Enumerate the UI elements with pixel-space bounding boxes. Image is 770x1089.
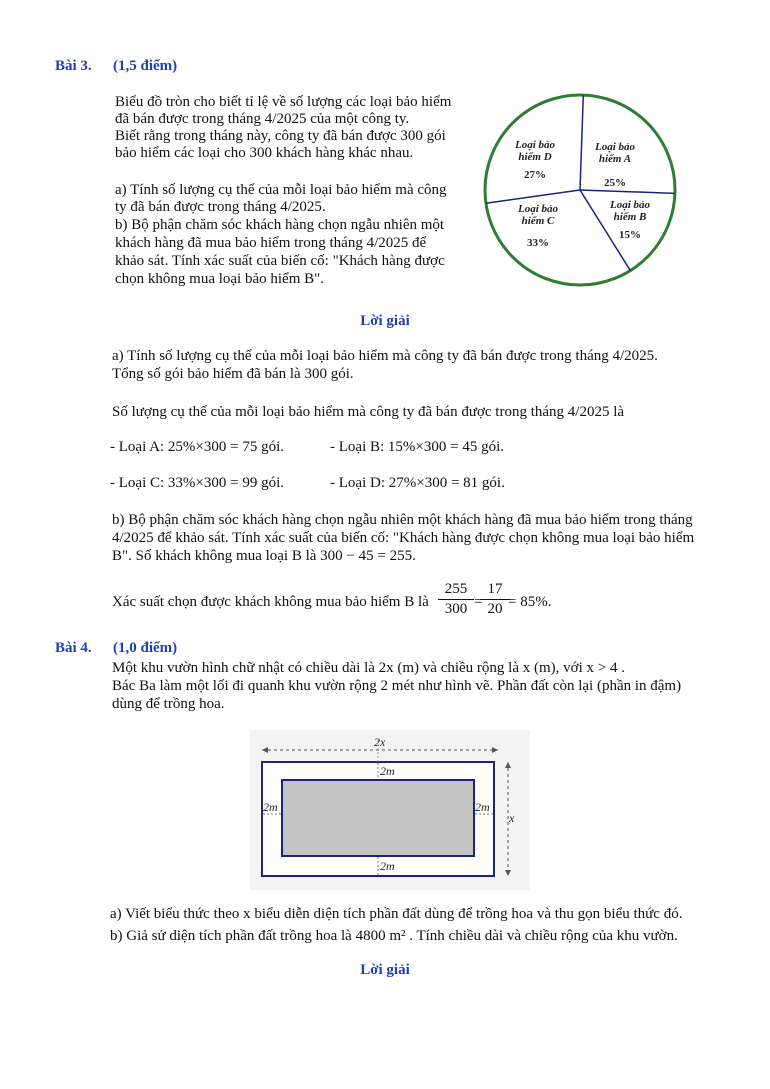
pie-pct-c: 33%: [527, 237, 549, 249]
garden-figure: [250, 730, 530, 890]
fraction-denominator: 300: [444, 601, 468, 617]
pie-label-d-line1: Loại bảo: [514, 139, 556, 151]
pie-label-c-line1: Loại bảo: [517, 203, 559, 215]
calc-type-c: - Loại C: 33%×300 = 99 gói.: [110, 475, 284, 491]
bai3-question-5: khảo sát. Tính xác suất của biến cố: "Khách hàng được: [115, 253, 445, 269]
bai4-title: Bài 4.: [55, 640, 92, 656]
sol-a-line-3: Số lượng cụ thể của mỗi loại bảo hiểm mà công ty đã bán được trong tháng 4/2025 là: [112, 404, 625, 420]
bai4-intro-2: Bác Ba làm một lối đi quanh khu vườn rộng 2 mét như hình vẽ. Phần đất còn lại (phần in đậm): [112, 678, 682, 694]
pie-chart: [480, 90, 680, 290]
pie-label-d-line2: hiểm D: [518, 151, 552, 163]
fraction-17-20: [480, 581, 510, 618]
fraction-denominator: 20: [487, 601, 503, 617]
bai3-question-6: chọn không mua loại bảo hiểm B".: [115, 271, 325, 287]
bai3-question-3: b) Bộ phận chăm sóc khách hàng chọn ngẫu nhiên một: [115, 217, 445, 233]
sol-b-line-3: B". Số khách không mua loại B là 300 − 45 = 255.: [112, 548, 416, 564]
sol-b-line-2: 4/2025 để khảo sát. Tính xác suất của biến cố: "Khách hàng được chọn không mua loại bảo hiểm: [112, 530, 695, 546]
bai3-points: (1,5 điểm): [113, 58, 178, 74]
path-right-label: 2m: [475, 800, 490, 814]
flower-area: [282, 780, 474, 856]
calc-type-b: - Loại B: 15%×300 = 45 gói.: [330, 439, 504, 455]
fraction-numerator: 255: [444, 581, 468, 597]
pie-label-b-line2: hiểm B: [613, 211, 647, 223]
top-dimension-label: 2x: [374, 735, 386, 749]
bai4-intro-3: dùng để trồng hoa.: [112, 696, 225, 712]
pie-label-a-line1: Loại bảo: [594, 141, 636, 153]
side-dimension-label: x: [509, 811, 515, 825]
pie-label-b-line1: Loại bảo: [609, 199, 651, 211]
bai4-question-a: a) Viết biểu thức theo x biểu diễn diện tích phần đất dùng để trồng hoa và thu gọn biểu thức đó.: [110, 906, 683, 922]
bai3-intro-4: bảo hiểm các loại cho 300 khách hàng khác nhau.: [115, 145, 414, 161]
pie-label-a-line2: hiểm A: [598, 153, 632, 165]
sol-a-line-2: Tổng số gói bảo hiểm đã bán là 300 gói.: [112, 366, 354, 382]
calc-type-d: - Loại D: 27%×300 = 81 gói.: [330, 475, 505, 491]
bai3-intro-1: Biểu đồ tròn cho biết tỉ lệ về số lượng các loại bảo hiểm: [115, 94, 452, 110]
bai3-question-4: khách hàng đã mua bảo hiểm trong tháng 4/2025 để: [115, 235, 427, 251]
bai4-question-b: b) Giả sử diện tích phần đất trồng hoa là 4800 m² . Tính chiều dài và chiều rộng của khu vườn.: [110, 928, 678, 944]
path-bottom-label: 2m: [380, 859, 395, 873]
bai4-points: (1,0 điểm): [113, 640, 178, 656]
path-top-label: 2m: [380, 764, 395, 778]
bai4-solution-title: Lời giải: [360, 962, 410, 978]
bai3-question-1: a) Tính số lượng cụ thể của mỗi loại bảo hiểm mà công: [115, 182, 447, 198]
fraction-255-300: [438, 581, 474, 618]
probability-result: = 85%.: [508, 594, 552, 610]
fraction-numerator: 17: [487, 581, 503, 597]
probability-text: Xác suất chọn được khách không mua bảo hiểm B là: [112, 594, 429, 610]
bai3-question-2: ty đã bán được trong tháng 4/2025.: [115, 199, 326, 215]
bai3-intro-2: đã bán được trong tháng 4/2025 của một công ty.: [115, 111, 410, 127]
bai3-title: Bài 3.: [55, 58, 92, 74]
pie-label-c-line2: hiểm C: [521, 215, 555, 227]
path-left-label: 2m: [263, 800, 278, 814]
sol-a-line-1: a) Tính số lượng cụ thể của mỗi loại bảo hiểm mà công ty đã bán được trong tháng 4/2025.: [112, 348, 658, 364]
pie-pct-a: 25%: [604, 177, 626, 189]
bai4-intro-1: Một khu vườn hình chữ nhật có chiều dài là 2x (m) và chiều rộng là x (m), với x > 4 .: [112, 660, 625, 676]
calc-type-a: - Loại A: 25%×300 = 75 gói.: [110, 439, 284, 455]
equals-sign: =: [474, 594, 483, 610]
sol-b-line-1: b) Bộ phận chăm sóc khách hàng chọn ngẫu nhiên một khách hàng đã mua bảo hiểm trong tháng: [112, 512, 693, 528]
pie-pct-b: 15%: [619, 229, 641, 241]
bai3-solution-title: Lời giải: [360, 313, 410, 329]
pie-pct-d: 27%: [524, 169, 546, 181]
bai3-intro-3: Biết rằng trong tháng này, công ty đã bán được 300 gói: [115, 128, 446, 144]
